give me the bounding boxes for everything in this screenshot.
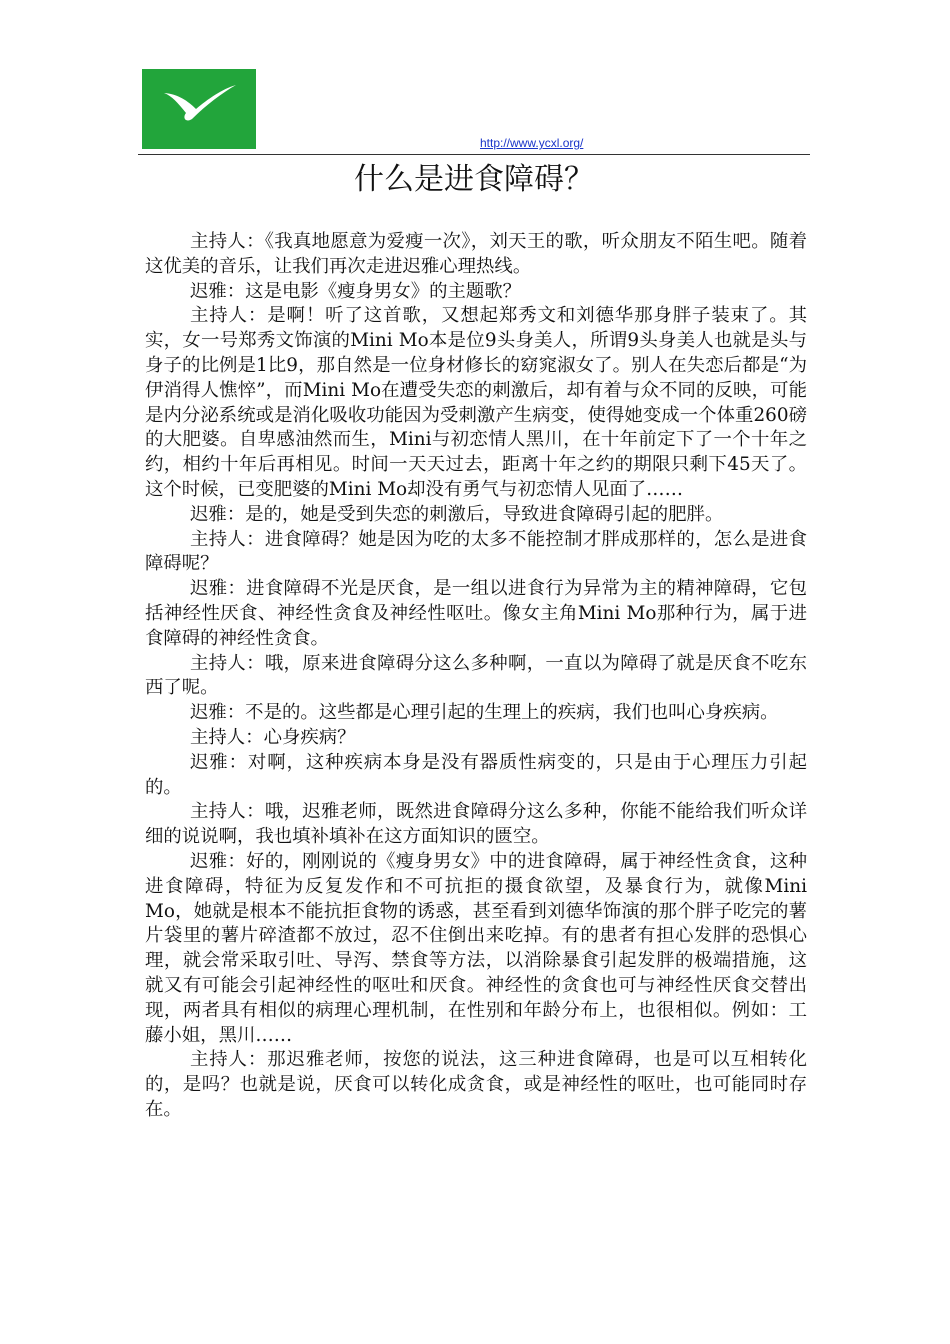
paragraph: 主持人：是啊！听了这首歌，又想起郑秀文和刘德华那身胖子装束了。其实，女一号郑秀文饰演的Mini Mo本是位9头身美人，所谓9头身美人也就是头与身子的比例是1比9，那自然是一位身材修长的窈窕淑女了。别人在失恋后都是“为伊消得人憔悴”，而Mini Mo在遭受失恋的刺激后，却有着与众不同的反映，可能是内分泌系统或是消化吸收功能因为受刺激产生病变，使得她变成一个体重260磅的大肥婆。自卑感油然而生，Mini与初恋情人黑川，在十年前定下了一个十年之约，相约十年后再相见。时间一天天过去，距离十年之约的期限只剩下45天了。这个时候，已变肥婆的Mini Mo却没有勇气与初恋情人见面了…… [145, 305, 807, 500]
paragraph: 主持人：心身疾病？ [190, 726, 356, 748]
paragraph: 主持人：进食障碍？她是因为吃的太多不能控制才胖成那样的，怎么是进食障碍呢？ [145, 528, 807, 575]
ycxl-logo [142, 69, 256, 149]
paragraph: 主持人：《我真地愿意为爱瘦一次》，刘天王的歌，听众朋友不陌生吧。随着这优美的音乐，让我们再次走进迟雅心理热线。 [145, 231, 807, 277]
paragraph: 迟雅：是的，她是受到失恋的刺激后，导致进食障碍引起的肥胖。 [190, 503, 724, 525]
paragraph: 主持人：那迟雅老师，按您的说法，这三种进食障碍，也是可以互相转化的，是吗？也就是说，厌食可以转化成贪食，或是神经性的呕吐，也可能同时存在。 [145, 1049, 807, 1120]
paragraph: 迟雅：不是的。这些都是心理引起的生理上的疾病，我们也叫心身疾病。 [190, 702, 779, 724]
bird-check-icon [142, 69, 256, 149]
site-url-link[interactable]: http://www.ycxl.org/ [480, 136, 584, 150]
header-divider [138, 154, 810, 155]
paragraph: 迟雅：这是电影《瘦身男女》的主题歌？ [190, 280, 522, 302]
paragraph: 迟雅：对啊，这种疾病本身是没有器质性病变的，只是由于心理压力引起的。 [145, 751, 807, 798]
article-body [145, 230, 807, 1123]
page-title: 什么是进食障碍？ [354, 162, 594, 197]
paragraph: 迟雅：好的，刚刚说的《瘦身男女》中的进食障碍，属于神经性贪食，这种进食障碍，特征为反复发作和不可抗拒的摄食欲望，及暴食行为，就像Mini Mo，她就是根本不能抗拒食物的诱惑，甚至看到刘德华饰演的那个胖子吃完的薯片袋里的薯片碎渣都不放过，忍不住倒出来吃掉。有的患者有担心发胖的恐惧心理，就会常采取引吐、导泻、禁食等方法，以消除暴食引起发胖的极端措施，这就又有可能会引起神经性的呕吐和厌食。神经性的贪食也可与神经性厌食交替出现，两者具有相似的病理心理机制，在性别和年龄分布上，也很相似。例如：工藤小姐，黑川…… [145, 850, 807, 1046]
paragraph: 主持人：哦，原来进食障碍分这么多种啊，一直以为障碍了就是厌食不吃东西了呢。 [145, 652, 807, 699]
paragraph: 主持人：哦，迟雅老师，既然进食障碍分这么多种，你能不能给我们听众详细的说说啊，我也填补填补在这方面知识的匮空。 [145, 801, 807, 848]
paragraph: 迟雅：进食障碍不光是厌食，是一组以进食行为异常为主的精神障碍，它包括神经性厌食、神经性贪食及神经性呕吐。像女主角Mini Mo那种行为，属于进食障碍的神经性贪食。 [145, 578, 807, 649]
